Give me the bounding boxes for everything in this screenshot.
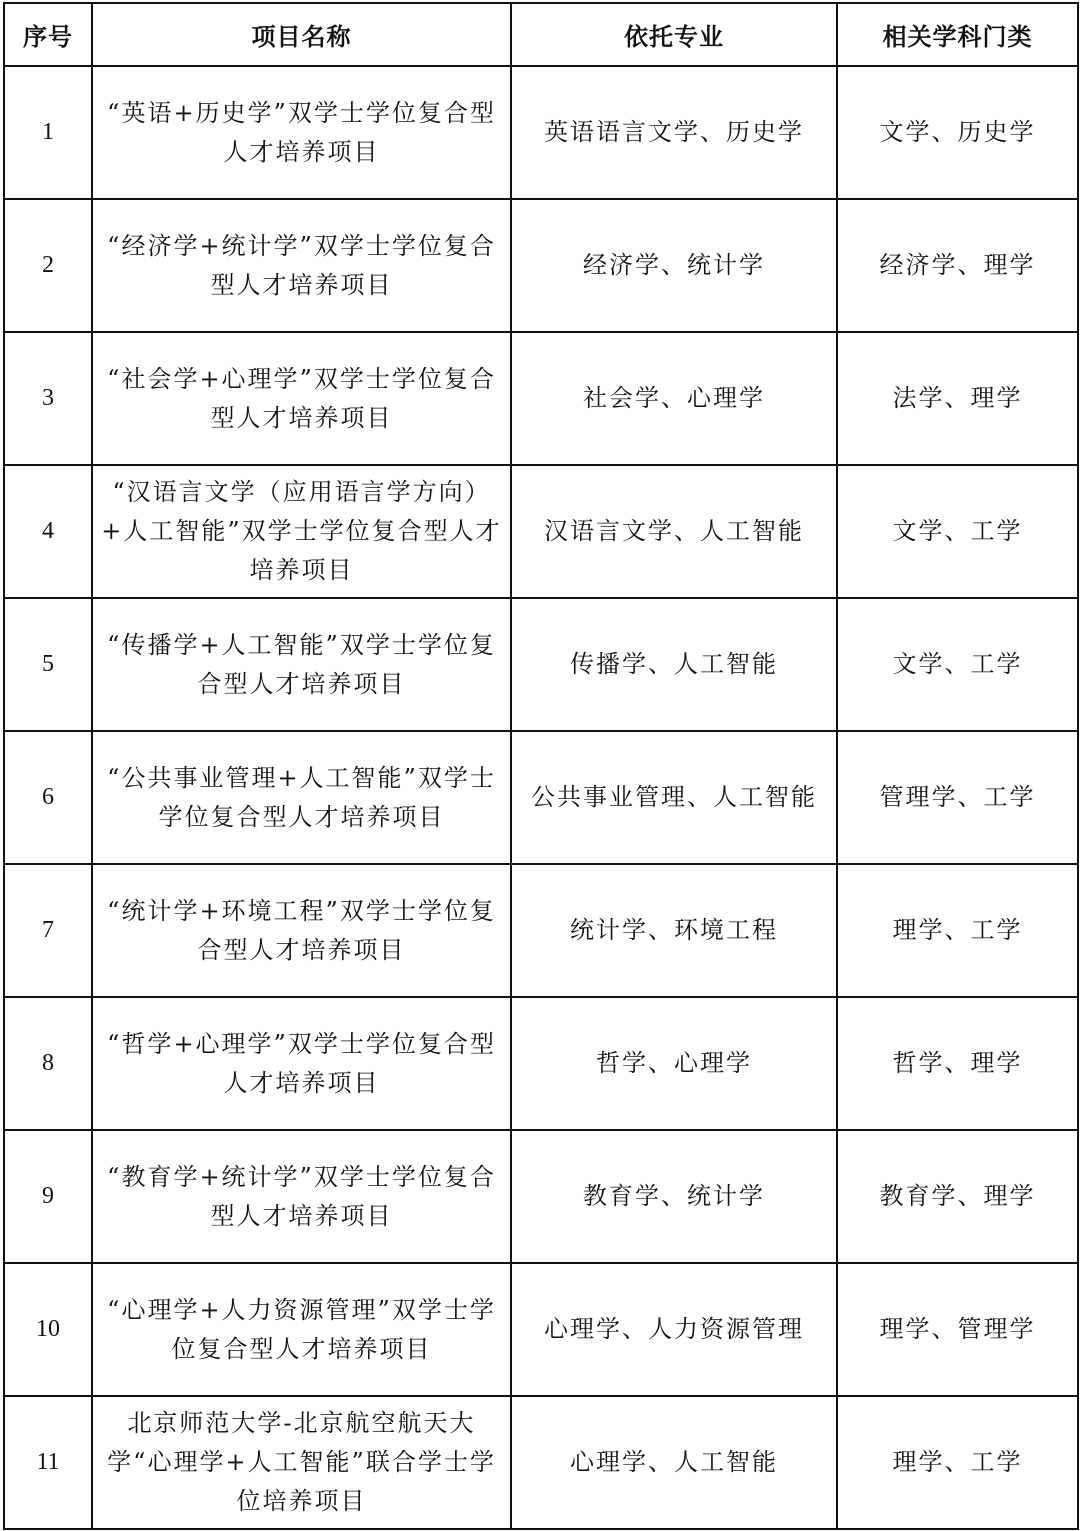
row-majors: 传播学、人工智能 bbox=[511, 598, 837, 731]
row-disciplines: 文学、工学 bbox=[837, 598, 1078, 731]
row-project-name: “统计学+环境工程”双学士学位复合型人才培养项目 bbox=[92, 864, 511, 997]
row-majors: 社会学、心理学 bbox=[511, 332, 837, 465]
row-serial-number: 10 bbox=[4, 1263, 92, 1396]
table-row bbox=[4, 1396, 1078, 1529]
row-serial-number: 6 bbox=[4, 731, 92, 864]
row-disciplines: 理学、管理学 bbox=[837, 1263, 1078, 1396]
row-project-name: “公共事业管理+人工智能”双学士学位复合型人才培养项目 bbox=[92, 731, 511, 864]
table-row bbox=[4, 66, 1078, 199]
row-project-name: “哲学+心理学”双学士学位复合型人才培养项目 bbox=[92, 997, 511, 1130]
table-row bbox=[4, 465, 1078, 598]
table-row bbox=[4, 332, 1078, 465]
row-disciplines: 管理学、工学 bbox=[837, 731, 1078, 864]
row-project-name: 北京师范大学-北京航空航天大学“心理学+人工智能”联合学士学位培养项目 bbox=[92, 1396, 511, 1529]
table-header-row bbox=[4, 3, 1078, 66]
row-disciplines: 理学、工学 bbox=[837, 1396, 1078, 1529]
row-project-name: “传播学+人工智能”双学士学位复合型人才培养项目 bbox=[92, 598, 511, 731]
table-row bbox=[4, 864, 1078, 997]
row-serial-number: 2 bbox=[4, 199, 92, 332]
row-disciplines: 哲学、理学 bbox=[837, 997, 1078, 1130]
row-serial-number: 3 bbox=[4, 332, 92, 465]
row-disciplines: 文学、历史学 bbox=[837, 66, 1078, 199]
row-majors: 英语语言文学、历史学 bbox=[511, 66, 837, 199]
row-majors: 公共事业管理、人工智能 bbox=[511, 731, 837, 864]
row-majors: 心理学、人力资源管理 bbox=[511, 1263, 837, 1396]
row-project-name: “经济学+统计学”双学士学位复合型人才培养项目 bbox=[92, 199, 511, 332]
row-majors: 汉语言文学、人工智能 bbox=[511, 465, 837, 598]
row-serial-number: 1 bbox=[4, 66, 92, 199]
header-majors: 依托专业 bbox=[511, 3, 837, 66]
row-project-name: “英语+历史学”双学士学位复合型人才培养项目 bbox=[92, 66, 511, 199]
header-serial-number: 序号 bbox=[4, 3, 92, 66]
row-majors: 统计学、环境工程 bbox=[511, 864, 837, 997]
row-serial-number: 4 bbox=[4, 465, 92, 598]
row-majors: 心理学、人工智能 bbox=[511, 1396, 837, 1529]
row-majors: 哲学、心理学 bbox=[511, 997, 837, 1130]
table-row bbox=[4, 1130, 1078, 1263]
project-table bbox=[3, 2, 1079, 1530]
row-disciplines: 理学、工学 bbox=[837, 864, 1078, 997]
table-row bbox=[4, 598, 1078, 731]
row-majors: 教育学、统计学 bbox=[511, 1130, 837, 1263]
header-project-name: 项目名称 bbox=[92, 3, 511, 66]
row-disciplines: 经济学、理学 bbox=[837, 199, 1078, 332]
table-row bbox=[4, 731, 1078, 864]
row-project-name: “教育学+统计学”双学士学位复合型人才培养项目 bbox=[92, 1130, 511, 1263]
row-serial-number: 7 bbox=[4, 864, 92, 997]
row-serial-number: 11 bbox=[4, 1396, 92, 1529]
row-disciplines: 文学、工学 bbox=[837, 465, 1078, 598]
row-serial-number: 5 bbox=[4, 598, 92, 731]
row-project-name: “社会学+心理学”双学士学位复合型人才培养项目 bbox=[92, 332, 511, 465]
row-disciplines: 法学、理学 bbox=[837, 332, 1078, 465]
table-row bbox=[4, 199, 1078, 332]
row-serial-number: 8 bbox=[4, 997, 92, 1130]
row-project-name: “汉语言文学（应用语言学方向）+人工智能”双学士学位复合型人才培养项目 bbox=[92, 465, 511, 598]
row-project-name: “心理学+人力资源管理”双学士学位复合型人才培养项目 bbox=[92, 1263, 511, 1396]
row-serial-number: 9 bbox=[4, 1130, 92, 1263]
row-majors: 经济学、统计学 bbox=[511, 199, 837, 332]
table-row bbox=[4, 997, 1078, 1130]
row-disciplines: 教育学、理学 bbox=[837, 1130, 1078, 1263]
table-row bbox=[4, 1263, 1078, 1396]
header-discipline-categories: 相关学科门类 bbox=[837, 3, 1078, 66]
